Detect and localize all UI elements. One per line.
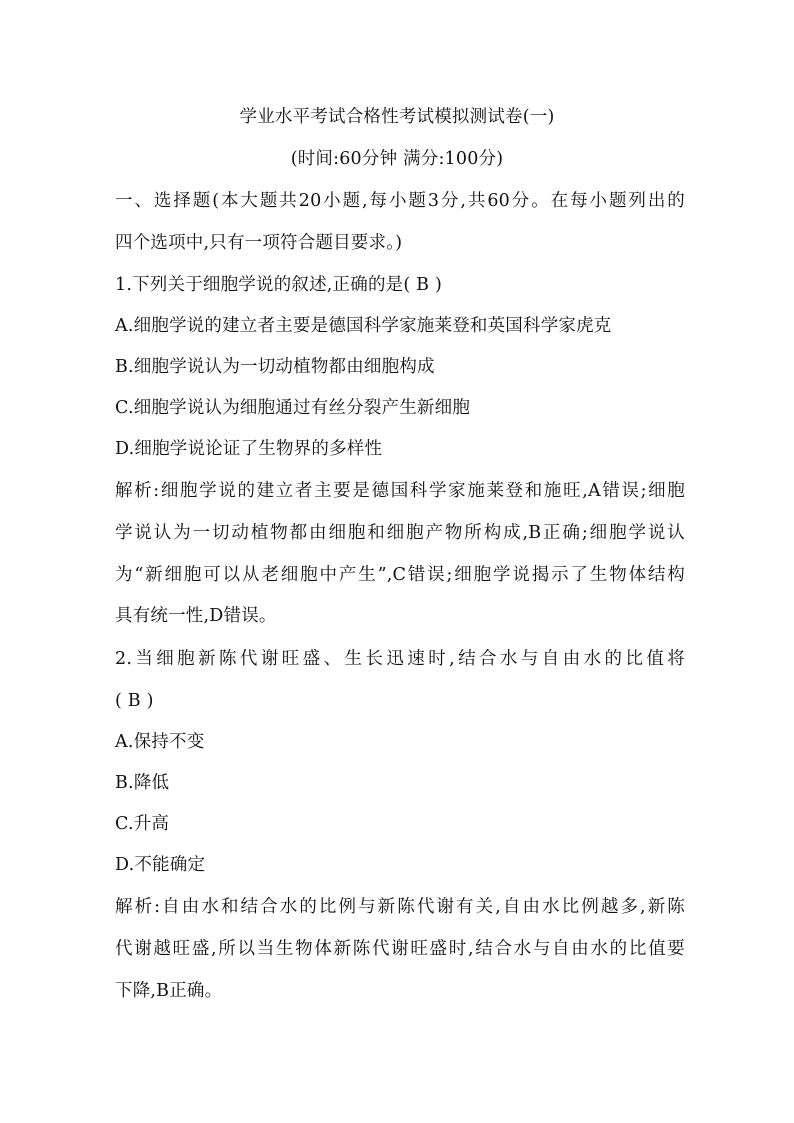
question-1-analysis-line-2: 学说认为一切动植物都由细胞和细胞产物所构成,B正确;细胞学说认 bbox=[115, 523, 685, 543]
question-1-stem: 1.下列关于细胞学说的叙述,正确的是( B ) bbox=[115, 275, 442, 295]
question-2-analysis-line-1: 解析:自由水和结合水的比例与新陈代谢有关,自由水比例越多,新陈 bbox=[115, 897, 685, 917]
question-2-option-a: A.保持不变 bbox=[115, 732, 205, 752]
section-heading-line-1: 一、选择题(本大题共20小题,每小题3分,共60分。在每小题列出的 bbox=[115, 191, 685, 211]
question-1-analysis-line-4: 具有统一性,D错误。 bbox=[115, 606, 277, 626]
question-2-option-c: C.升高 bbox=[115, 814, 170, 834]
question-1-option-c: C.细胞学说认为细胞通过有丝分裂产生新细胞 bbox=[115, 398, 471, 418]
question-2-stem-line-1: 2.当细胞新陈代谢旺盛、生长迅速时,结合水与自由水的比值将 bbox=[115, 649, 685, 669]
question-2-analysis-line-2: 代谢越旺盛,所以当生物体新陈代谢旺盛时,结合水与自由水的比值要 bbox=[115, 939, 685, 959]
question-1-analysis-line-3: 为“新细胞可以从老细胞中产生”,C错误;细胞学说揭示了生物体结构 bbox=[115, 565, 685, 585]
question-2-option-b: B.降低 bbox=[115, 773, 170, 793]
section-heading-line-2: 四个选项中,只有一项符合题目要求。) bbox=[115, 233, 403, 253]
question-1-option-d: D.细胞学说论证了生物界的多样性 bbox=[115, 439, 383, 459]
exam-info: (时间:60分钟 满分:100分) bbox=[290, 149, 504, 169]
question-1-analysis-line-1: 解析:细胞学说的建立者主要是德国科学家施莱登和施旺,A错误;细胞 bbox=[115, 481, 685, 501]
question-2-stem-line-2: ( B ) bbox=[115, 691, 154, 711]
question-1-option-b: B.细胞学说认为一切动植物都由细胞构成 bbox=[115, 357, 435, 377]
question-2-analysis-line-3: 下降,B正确。 bbox=[115, 981, 223, 1001]
page-title: 学业水平考试合格性考试模拟测试卷(一) bbox=[239, 107, 555, 127]
question-2-option-d: D.不能确定 bbox=[115, 855, 206, 875]
question-1-option-a: A.细胞学说的建立者主要是德国科学家施莱登和英国科学家虎克 bbox=[115, 316, 612, 336]
